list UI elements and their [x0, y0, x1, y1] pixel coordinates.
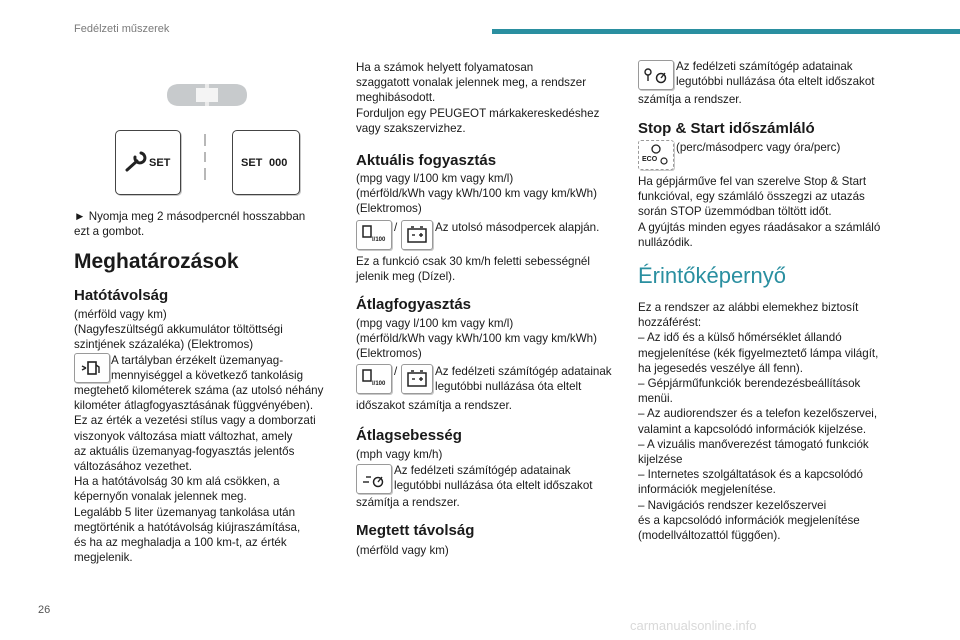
current-note: Ez a funkció csak 30 km/h feletti sebességnél jelenik meg (Dízel).	[356, 255, 590, 284]
avg-fuel-icon-box	[356, 364, 392, 394]
distance-icon-text: Az fedélzeti számítógép adatainak legutóbbi nullázása óta eltelt időszakot	[676, 60, 875, 89]
stop-start-icon-text: (perc/másodperc vagy óra/perc)	[676, 141, 841, 154]
fault-note: Ha a számok helyett folyamatosan szaggatott vonalak jelennek meg, a rendszer meghibásodott. Forduljon egy PEUGEOT márkakereskedéshez vagy szakszervizhez.	[356, 61, 600, 135]
avg-consumption-icon-text: Az fedélzeti számítógép adatainak legutóbbi nullázása óta eltelt	[435, 365, 612, 394]
stop-start-description: Ha gépjárműve fel van szerelve Stop & Start funkcióval, egy számláló összegzi az utazás során STOP üzemmódban töltött időt. A gyújtás minden egyes ráadásakor a számláló nullázódik.	[638, 175, 881, 249]
average-consumption-units: (mpg vagy l/100 km vagy km/l) (mérföld/kWh vagy kWh/100 km vagy km/kWh) (Elektromos)	[356, 317, 597, 361]
current-consumption-units: (mpg vagy l/100 km vagy km/l) (mérföld/kWh vagy kWh/100 km vagy km/kWh) (Elektromos)	[356, 172, 597, 216]
header-accent-bar	[492, 29, 960, 34]
fuel-gauge-icon	[357, 365, 391, 393]
page-number: 26	[38, 604, 51, 616]
current-battery-icon-box	[401, 220, 433, 250]
battery-icon	[402, 221, 432, 249]
stop-start-title: Stop & Start időszámláló	[638, 120, 815, 137]
battery-icon	[402, 365, 432, 393]
current-icon-text: Az utolsó másodpercek alapján.	[435, 221, 600, 234]
touchscreen-title: Érintőképernyő	[638, 263, 786, 288]
set-button[interactable]	[115, 130, 181, 195]
touchscreen-description: Ez a rendszer az alábbi elemekhez biztosít hozzáférést: – Az idő és a külső hőmérséklet állandó megjelenítése (kék figyelmeztető lámpa világít, ha jegesedés veszélye áll fenn). – Gépjárműfunkciók berendezésbeállítások menüi. – Az audiorendszer és a telefon kezelőszervei, valamint a kapcsolódó információk kijelzése. – A vizuális manőverezést támogató funkciók kijelzése – Internetes szolgáltatások és a kapcsolódó információk megjelenítése. – Navigációs rendszer kezelőszervei és a kapcsolódó információk megjelenítése (modellváltozattól függően).	[638, 301, 879, 543]
avg-battery-icon-box	[401, 364, 433, 394]
current-consumption-title: Aktuális fogyasztás	[356, 152, 497, 169]
current-slash: /	[394, 221, 398, 234]
average-speed-units: (mph vagy km/h)	[356, 448, 443, 461]
fuel-pump-icon	[75, 354, 109, 382]
range-icon-text: A tartályban érzékelt üzemanyag- mennyiséggel a következő tankolásig	[111, 354, 304, 383]
distance-icon-box	[638, 60, 674, 90]
fuel-gauge-icon	[357, 221, 391, 249]
fuel-gauge-label: l/100	[372, 381, 386, 387]
distance-title: Megtett távolság	[356, 522, 475, 539]
definitions-heading: Meghatározások	[74, 250, 239, 273]
fuel-gauge-label: l/100	[372, 237, 386, 243]
instrument-panel-illustration	[110, 70, 300, 200]
distance-units: (mérföld vagy km)	[356, 544, 449, 557]
avg-speed-icon-box	[356, 464, 392, 494]
instruction-text: ► Nyomja meg 2 másodpercnél hosszabban ezt a gombot.	[74, 210, 306, 239]
average-speed-title: Átlagsebesség	[356, 427, 462, 444]
range-title: Hatótávolság	[74, 287, 169, 304]
trip-meter-icon	[357, 465, 391, 493]
set-reset-label-a: SET	[241, 157, 263, 169]
set-reset-label-b: 000	[269, 157, 288, 169]
eco-label: ECO	[642, 156, 658, 163]
range-units: (mérföld vagy km) (Nagyfeszültségű akkumulátor töltöttségi szintjének százaléka) (Elektromos)	[74, 308, 283, 352]
set-button-label: SET	[149, 157, 171, 169]
avg-speed-icon-text: Az fedélzeti számítógép adatainak legutóbbi nullázása óta eltelt időszakot	[394, 464, 593, 493]
stop-start-icon	[639, 141, 673, 169]
trip-meter-icon	[639, 61, 673, 89]
avg-slash: /	[394, 365, 398, 378]
watermark: carmanualsonline.info	[630, 618, 757, 633]
range-description: megtehető kilométerek száma (az utolsó néhány kilométer átlagfogyasztásának függvényében). Ez az érték a vezetési stílus vagy a domborzati viszonyok változása miatt változhat, amely az aktuális üzemanyag-fogyasztás jelentős változásához vezethet. Ha a hatótávolság 30 km alá csökken, a képernyőn vonalak jelennek meg. Legalább 5 liter üzemanyag tankolása után megtörténik a hatótávolság kiújraszámítása, és ha az meghaladja a 100 km-t, az érték megjelenik.	[74, 384, 324, 565]
set-reset-button[interactable]	[232, 130, 300, 195]
avg-speed-text: számítja a rendszer.	[356, 496, 460, 509]
distance-text: számítja a rendszer.	[638, 93, 742, 106]
avg-consumption-text: időszakot számítja a rendszer.	[356, 399, 512, 412]
stop-start-icon-box	[638, 140, 674, 170]
average-consumption-title: Átlagfogyasztás	[356, 296, 472, 313]
fuel-range-icon-box	[74, 353, 110, 383]
section-header: Fedélzeti műszerek	[74, 23, 170, 35]
current-fuel-icon-box	[356, 220, 392, 250]
